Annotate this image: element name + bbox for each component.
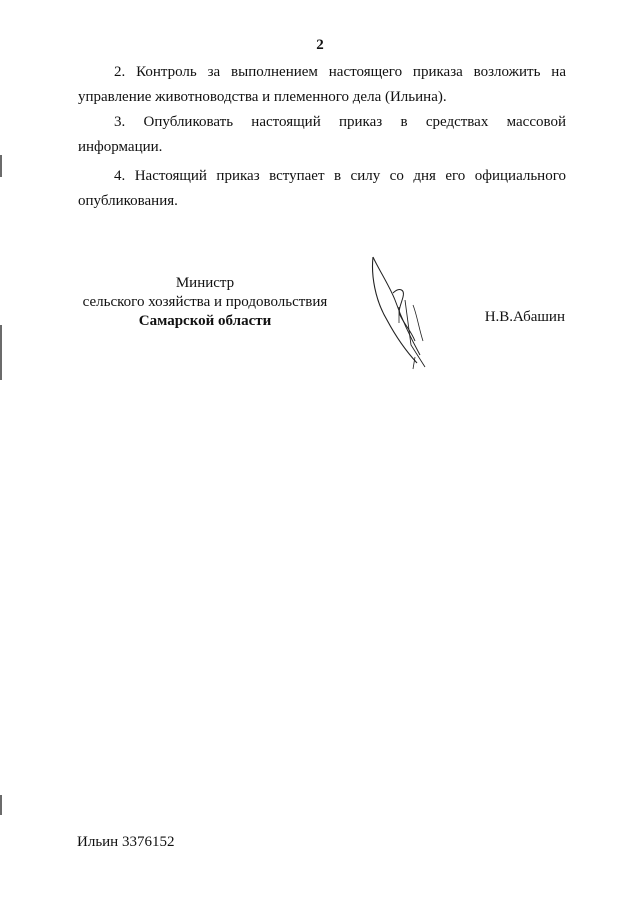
position-region: Самарской области xyxy=(138,313,272,329)
paragraph-control: 2. Контроль за выполнением настоящего приказа возложить на управление животноводства и племенного дела (Ильина). xyxy=(78,64,566,105)
position-ministry: сельского хозяйства и продовольствия xyxy=(82,294,328,310)
page-number: 2 xyxy=(316,37,324,53)
scan-edge-mark xyxy=(0,795,2,815)
scan-edge-mark xyxy=(0,325,2,380)
executor-footer: Ильин 3376152 xyxy=(77,834,175,850)
paragraph-effective: 4. Настоящий приказ вступает в силу со дня его официального опубликования. xyxy=(78,168,566,209)
paragraph-publish: 3. Опубликовать настоящий приказ в средствах массовой информации. xyxy=(78,114,566,155)
signatory-position xyxy=(70,274,340,331)
signer-name: Н.В.Абашин xyxy=(484,309,565,325)
position-title: Министр xyxy=(175,275,235,291)
scan-edge-mark xyxy=(0,155,2,177)
handwritten-signature-icon xyxy=(365,245,440,375)
